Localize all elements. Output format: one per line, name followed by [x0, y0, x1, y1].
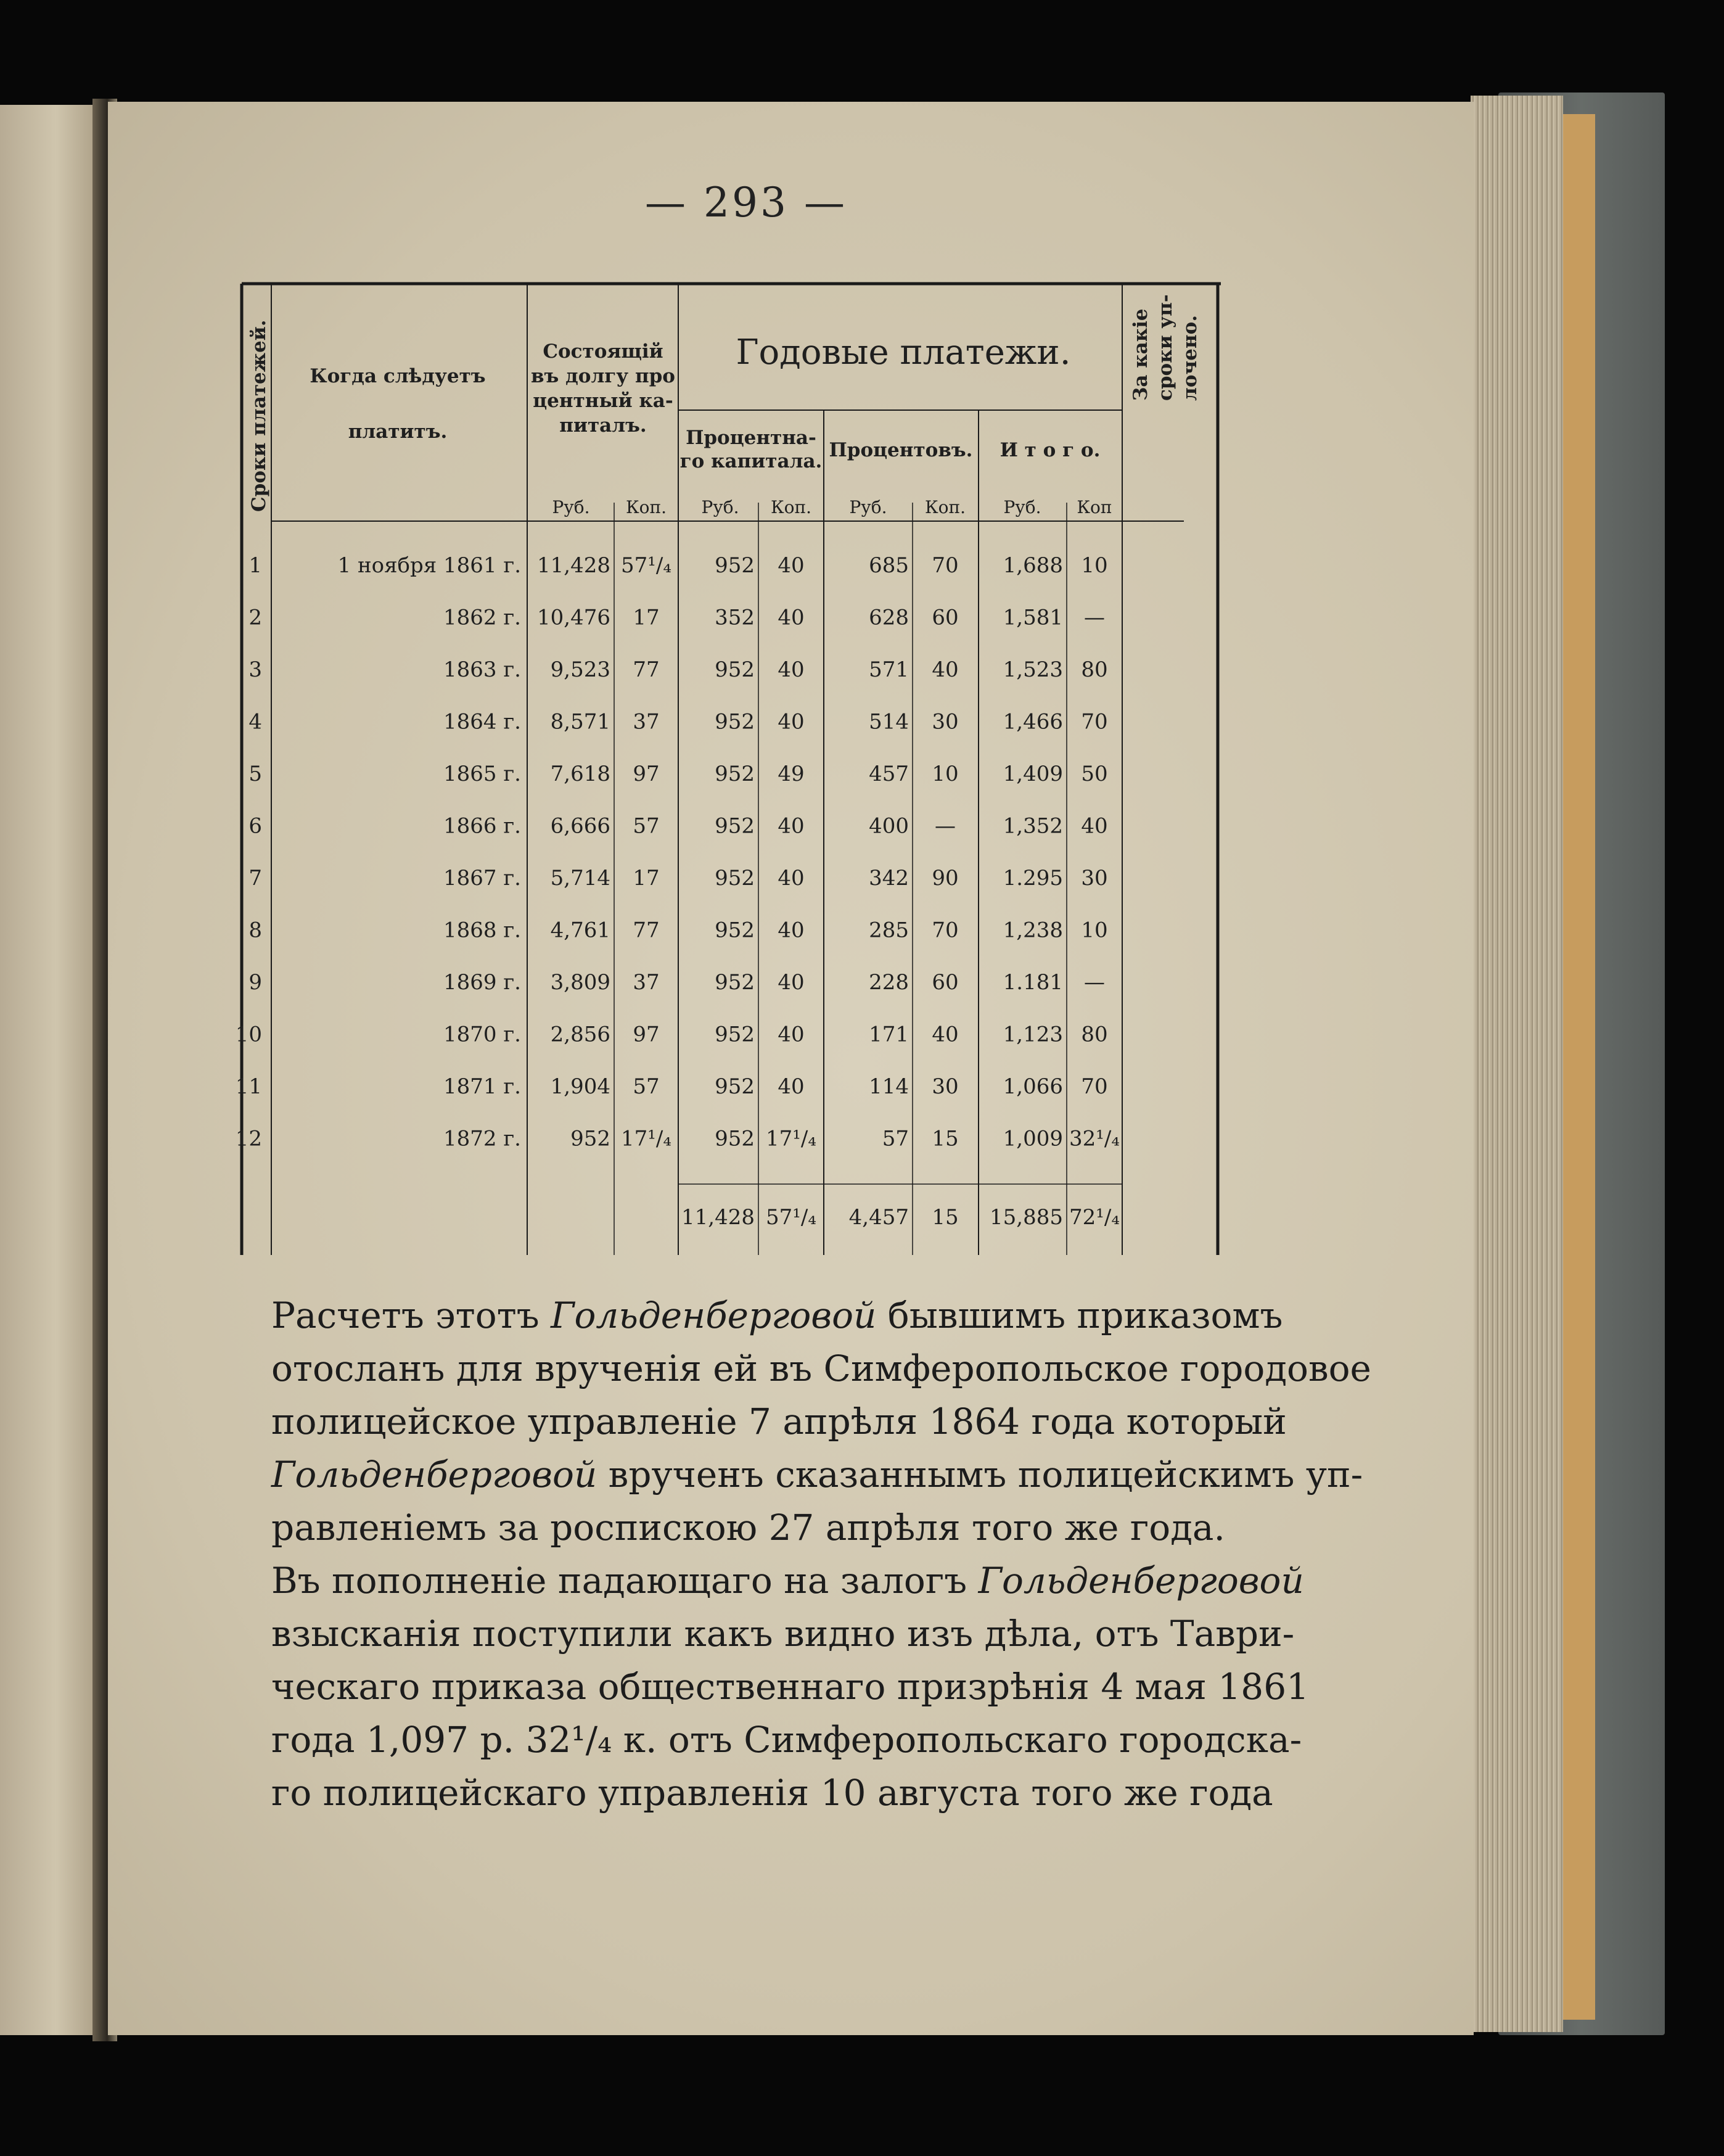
interest-kop: 30: [932, 709, 959, 734]
principal-kop: 40: [778, 866, 805, 891]
row-date: 1 ноября 1861 г.: [337, 553, 521, 578]
total-kop: 80: [1081, 657, 1108, 682]
total-rub: 1.181: [1003, 970, 1063, 995]
unit-label-0: Руб.: [552, 497, 590, 517]
total-rub: 1,466: [1003, 709, 1063, 734]
header-sost-2: въ долгу про: [531, 365, 675, 387]
unit-label-1: Коп.: [625, 497, 667, 517]
interest-kop: 30: [932, 1074, 959, 1099]
unit-label-5: Коп.: [924, 497, 966, 517]
row-number: 12: [235, 1126, 262, 1151]
row-number: 4: [248, 709, 262, 734]
total-rub: 1,523: [1003, 657, 1063, 682]
unit-label-7: Коп: [1077, 497, 1112, 517]
total-kop: 40: [1081, 813, 1108, 839]
table-row: [236, 1022, 1108, 1047]
interest-kop: 10: [932, 762, 959, 786]
capital-kop: 57: [633, 813, 660, 839]
capital-kop: 37: [633, 709, 660, 734]
table-row: [236, 1074, 1108, 1099]
units-row: [552, 497, 1112, 517]
interest-rub: 685: [869, 553, 909, 578]
unit-label-4: Руб.: [849, 497, 887, 517]
totals-row: [681, 1205, 1120, 1230]
principal-kop: 40: [778, 970, 805, 995]
capital-kop: 37: [633, 970, 660, 995]
para2-line-5: го полицейскаго управленія 10 августа того же года: [271, 1772, 1273, 1814]
total-rub: 1,581: [1003, 605, 1063, 630]
row-number: 11: [235, 1074, 262, 1099]
total-kop: 10: [1081, 918, 1108, 943]
interest-rub: 457: [869, 762, 909, 786]
principal-rub: 952: [715, 813, 755, 839]
header-sost-1: Состоящій: [543, 340, 663, 363]
principal-rub: 952: [715, 866, 755, 891]
capital-rub: 3,809: [550, 970, 610, 995]
interest-kop: 90: [932, 866, 959, 891]
table-row: [248, 970, 1105, 995]
sum-principal-rub: 11,428: [681, 1205, 755, 1230]
para1-l4a: Гольденберговой: [271, 1454, 597, 1496]
sum-interest-kop: 15: [932, 1205, 959, 1230]
principal-kop: 40: [778, 1022, 805, 1047]
principal-kop: 17¹/₄: [766, 1126, 816, 1151]
capital-rub: 7,618: [550, 762, 610, 786]
principal-kop: 40: [778, 553, 805, 578]
header-proc-kap-1: Процентна-: [686, 427, 816, 449]
para2-line-4: года 1,097 р. 32¹/₄ к. отъ Симферопольскаго городска-: [271, 1719, 1302, 1761]
unit-label-6: Руб.: [1003, 497, 1041, 517]
row-date: 1871 г.: [443, 1074, 521, 1099]
total-rub: 1.295: [1003, 866, 1063, 891]
para1-l1c: бывшимъ приказомъ: [876, 1294, 1283, 1336]
unit-label-3: Коп.: [770, 497, 812, 517]
row-number: 9: [248, 970, 262, 995]
row-date: 1870 г.: [443, 1022, 521, 1047]
interest-kop: —: [935, 813, 956, 839]
para2-line-3: ческаго приказа общественнаго призрѣнія 4 мая 1861: [271, 1666, 1309, 1708]
total-rub: 1,409: [1003, 762, 1063, 786]
total-rub: 1,123: [1003, 1022, 1063, 1047]
sum-interest-rub: 4,457: [848, 1205, 909, 1230]
row-number: 3: [248, 657, 262, 682]
row-date: 1869 г.: [443, 970, 521, 995]
capital-rub: 4,761: [550, 918, 610, 943]
sum-total-kop: 72¹/₄: [1069, 1205, 1120, 1230]
header-procentov: Процентовъ.: [829, 439, 973, 461]
total-kop: 50: [1081, 762, 1108, 786]
capital-kop: 77: [633, 918, 660, 943]
total-kop: 10: [1081, 553, 1108, 578]
capital-rub: 6,666: [550, 813, 610, 839]
header-proc-kap-2: го капитала.: [679, 450, 823, 472]
principal-kop: 40: [778, 918, 805, 943]
header-sost-3: центный ка-: [533, 390, 673, 412]
interest-kop: 15: [932, 1126, 959, 1151]
row-number: 10: [235, 1022, 262, 1047]
page-number: — 293 —: [645, 179, 847, 226]
capital-rub: 952: [570, 1126, 610, 1151]
total-rub: 1,009: [1003, 1126, 1063, 1151]
total-kop: 70: [1081, 709, 1108, 734]
interest-rub: 571: [869, 657, 909, 682]
capital-rub: 10,476: [537, 605, 610, 630]
capital-rub: 9,523: [550, 657, 610, 682]
row-number: 6: [248, 813, 262, 839]
principal-kop: 40: [778, 657, 805, 682]
interest-rub: 628: [869, 605, 909, 630]
row-number: 5: [248, 762, 262, 786]
para1-line-4: [271, 1448, 1363, 1501]
row-date: 1865 г.: [443, 762, 521, 786]
capital-rub: 8,571: [550, 709, 610, 734]
row-date: 1872 г.: [443, 1126, 521, 1151]
para2-line-2: взысканія поступили какъ видно изъ дѣла, отъ Таври-: [271, 1613, 1295, 1655]
interest-rub: 228: [869, 970, 909, 995]
row-date: 1866 г.: [443, 813, 521, 839]
spine-strip: [1563, 114, 1595, 2020]
para2-line-1: [271, 1554, 1304, 1607]
capital-kop: 57¹/₄: [621, 553, 671, 578]
paragraph-1: [271, 1289, 1371, 1554]
row-number: 1: [248, 553, 262, 578]
para1-line-3: полицейское управленіе 7 апрѣля 1864 года который: [271, 1401, 1287, 1442]
sum-total-rub: 15,885: [990, 1205, 1063, 1230]
para1-line-2: отосланъ для врученія ей въ Симферопольское городовое: [271, 1348, 1371, 1389]
principal-rub: 952: [715, 553, 755, 578]
principal-rub: 952: [715, 657, 755, 682]
interest-kop: 60: [932, 605, 959, 630]
total-kop: —: [1084, 970, 1105, 995]
interest-kop: 40: [932, 657, 959, 682]
para1-line-1: [271, 1289, 1283, 1342]
total-rub: 1,688: [1003, 553, 1063, 578]
interest-rub: 114: [869, 1074, 909, 1099]
para2-l1b: Гольденберговой: [978, 1560, 1304, 1602]
capital-rub: 2,856: [550, 1022, 610, 1047]
principal-kop: 49: [778, 762, 805, 786]
table-svg: [235, 284, 1221, 1264]
principal-rub: 952: [715, 1074, 755, 1099]
total-rub: 1,352: [1003, 813, 1063, 839]
total-kop: 30: [1081, 866, 1108, 891]
unit-label-2: Руб.: [701, 497, 739, 517]
row-date: 1863 г.: [443, 657, 521, 682]
header-godovye: Годовые платежи.: [736, 332, 1071, 372]
table-row: [236, 1127, 1120, 1151]
header-sost-4: питалъ.: [559, 414, 647, 437]
principal-rub: 952: [715, 709, 755, 734]
total-rub: 1,238: [1003, 918, 1063, 943]
principal-kop: 40: [778, 1074, 805, 1099]
row-date: 1867 г.: [443, 866, 521, 891]
principal-rub: 952: [715, 970, 755, 995]
principal-rub: 952: [715, 918, 755, 943]
para2-l1a: Въ пополненіе падающаго на залогъ: [271, 1560, 979, 1602]
principal-rub: 952: [715, 1022, 755, 1047]
capital-kop: 77: [633, 657, 660, 682]
principal-rub: 952: [715, 1126, 755, 1151]
capital-rub: 1,904: [550, 1074, 610, 1099]
header-kogda-2: платитъ.: [348, 421, 448, 443]
interest-kop: 40: [932, 1022, 959, 1047]
row-number: 7: [248, 866, 262, 891]
capital-kop: 17¹/₄: [621, 1126, 671, 1151]
page-edges: [1471, 96, 1563, 2032]
row-number: 8: [248, 918, 262, 943]
header-sroki: Сроки платежей.: [248, 319, 270, 512]
total-kop: —: [1084, 605, 1105, 630]
capital-kop: 17: [633, 605, 660, 630]
header-za-kakie-1: За какіе: [1130, 308, 1152, 401]
interest-rub: 285: [869, 918, 909, 943]
capital-rub: 5,714: [550, 866, 610, 891]
row-date: 1862 г.: [443, 605, 521, 630]
interest-kop: 60: [932, 970, 959, 995]
total-kop: 32¹/₄: [1069, 1126, 1120, 1151]
header-za-kakie-3: лочено.: [1179, 315, 1201, 401]
capital-kop: 17: [633, 866, 660, 891]
total-kop: 80: [1081, 1022, 1108, 1047]
principal-rub: 952: [715, 762, 755, 786]
principal-kop: 40: [778, 813, 805, 839]
row-date: 1868 г.: [443, 918, 521, 943]
capital-rub: 11,428: [537, 553, 610, 578]
para1-l1b: Гольденберговой: [551, 1294, 877, 1336]
principal-rub: 352: [715, 605, 755, 630]
para1-l4b: врученъ сказаннымъ полицейскимъ уп-: [597, 1454, 1363, 1496]
header-za-kakie-2: сроки уп-: [1154, 294, 1176, 401]
capital-kop: 57: [633, 1074, 660, 1099]
interest-rub: 514: [869, 709, 909, 734]
interest-rub: 342: [869, 866, 909, 891]
interest-rub: 171: [869, 1022, 909, 1047]
total-rub: 1,066: [1003, 1074, 1063, 1099]
interest-kop: 70: [932, 553, 959, 578]
left-page-edge: [0, 105, 102, 2035]
table-row: [248, 606, 1105, 630]
para1-line-5: равленіемъ за роспискою 27 апрѣля того же года.: [271, 1507, 1225, 1549]
header-itogo: И т о г о.: [1000, 439, 1101, 461]
table-body: [236, 553, 1120, 1151]
capital-kop: 97: [633, 762, 660, 786]
interest-rub: 400: [869, 813, 909, 839]
payment-schedule-table: [235, 284, 1221, 1264]
interest-rub: 57: [882, 1126, 909, 1151]
header-kogda-1: Когда слѣдуетъ: [310, 365, 486, 387]
para1-l1a: Расчетъ этотъ: [271, 1294, 551, 1336]
total-kop: 70: [1081, 1074, 1108, 1099]
row-number: 2: [248, 605, 262, 630]
capital-kop: 97: [633, 1022, 660, 1047]
interest-kop: 70: [932, 918, 959, 943]
row-date: 1864 г.: [443, 709, 521, 734]
principal-kop: 40: [778, 709, 805, 734]
sum-principal-kop: 57¹/₄: [766, 1205, 816, 1230]
principal-kop: 40: [778, 605, 805, 630]
paragraph-2: [271, 1554, 1309, 1819]
